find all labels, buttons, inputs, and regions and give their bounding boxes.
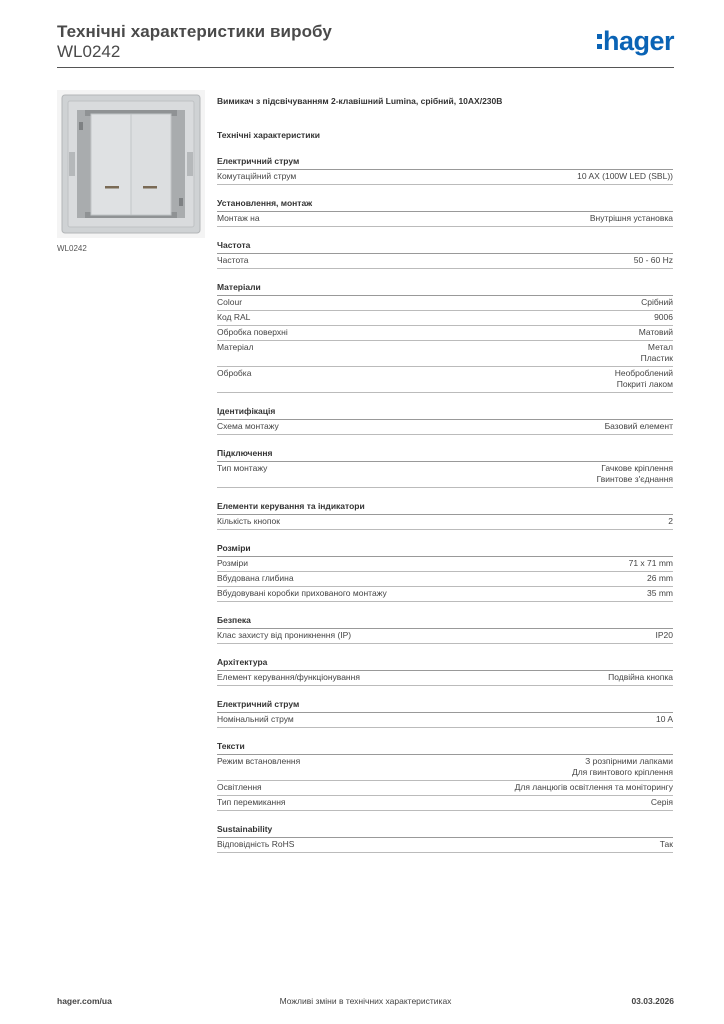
spec-value: Так bbox=[659, 839, 673, 849]
spec-value: 26 mm bbox=[647, 573, 673, 583]
spec-label: Обробка bbox=[217, 368, 252, 378]
section-title: Частота bbox=[217, 240, 673, 254]
section-title: Матеріали bbox=[217, 282, 673, 296]
spec-row bbox=[217, 838, 673, 853]
hager-logo bbox=[597, 26, 674, 57]
section-spacer bbox=[217, 530, 673, 543]
spec-value: Гачкове кріплення Гвинтове з'єднання bbox=[596, 463, 673, 484]
section-spacer bbox=[217, 269, 673, 282]
spec-value: 50 - 60 Hz bbox=[633, 255, 673, 265]
spec-value: Базовий елемент bbox=[604, 421, 673, 431]
spec-row bbox=[217, 572, 673, 587]
section-spacer bbox=[217, 602, 673, 615]
spec-value: Необроблений Покриті лаком bbox=[614, 368, 673, 389]
spec-section bbox=[217, 741, 673, 811]
spec-value: 2 bbox=[668, 516, 673, 526]
logo-colon-icon bbox=[597, 26, 602, 54]
spec-section bbox=[217, 406, 673, 435]
spec-heading: Технічні характеристики bbox=[217, 130, 320, 140]
spec-sections bbox=[217, 156, 673, 853]
spec-label: Код RAL bbox=[217, 312, 251, 322]
spec-row bbox=[217, 367, 673, 393]
spec-value: Подвійна кнопка bbox=[608, 672, 673, 682]
spec-value: 9006 bbox=[654, 312, 673, 322]
section-title: Електричний струм bbox=[217, 156, 673, 170]
spec-label: Монтаж на bbox=[217, 213, 260, 223]
spec-row bbox=[217, 781, 673, 796]
footer-disclaimer: Можливі зміни в технічних характеристиках bbox=[279, 996, 452, 1006]
section-spacer bbox=[217, 686, 673, 699]
product-code: WL0242 bbox=[57, 42, 121, 61]
spec-value: З розпірними лапками Для гвинтового кріплення bbox=[571, 756, 673, 777]
spec-section bbox=[217, 543, 673, 602]
product-name: Вимикач з підсвічуванням 2-клавішний Lumina, срібний, 10AX/230В bbox=[217, 96, 503, 106]
section-title: Установлення, монтаж bbox=[217, 198, 673, 212]
spec-value: Матовий bbox=[638, 327, 673, 337]
footer-date: 03.03.2026 bbox=[631, 996, 674, 1006]
spec-section bbox=[217, 699, 673, 728]
spec-label: Відповідність RoHS bbox=[217, 839, 295, 849]
spec-label: Кількість кнопок bbox=[217, 516, 280, 526]
section-spacer bbox=[217, 393, 673, 406]
spec-label: Тип перемикання bbox=[217, 797, 286, 807]
spec-section bbox=[217, 448, 673, 488]
section-spacer bbox=[217, 488, 673, 501]
spec-row bbox=[217, 796, 673, 811]
spec-section bbox=[217, 501, 673, 530]
spec-section bbox=[217, 824, 673, 853]
spec-value: Метал Пластик bbox=[640, 342, 673, 363]
spec-label: Клас захисту від проникнення (IP) bbox=[217, 630, 352, 640]
section-title: Електричний струм bbox=[217, 699, 673, 713]
spec-label: Елемент керування/функціонування bbox=[217, 672, 360, 682]
double-switch-icon bbox=[57, 90, 205, 238]
spec-value: IP20 bbox=[655, 630, 673, 640]
spec-label: Номінальний струм bbox=[217, 714, 294, 724]
image-caption: WL0242 bbox=[57, 244, 87, 253]
section-title: Безпека bbox=[217, 615, 673, 629]
product-image bbox=[57, 90, 205, 238]
spec-label: Освітлення bbox=[217, 782, 262, 792]
spec-row bbox=[217, 212, 673, 227]
section-title: Архітектура bbox=[217, 657, 673, 671]
spec-row bbox=[217, 515, 673, 530]
spec-row bbox=[217, 557, 673, 572]
spec-content bbox=[217, 96, 673, 853]
section-title: Підключення bbox=[217, 448, 673, 462]
spec-value: 71 x 71 mm bbox=[628, 558, 673, 568]
spec-row bbox=[217, 755, 673, 781]
section-title: Елементи керування та індикатори bbox=[217, 501, 673, 515]
spec-row bbox=[217, 713, 673, 728]
spec-row bbox=[217, 170, 673, 185]
spec-label: Комутаційний струм bbox=[217, 171, 297, 181]
spec-value: 10 A bbox=[655, 714, 673, 724]
spec-label: Розміри bbox=[217, 558, 249, 568]
section-spacer bbox=[217, 227, 673, 240]
spec-row bbox=[217, 587, 673, 602]
spec-value: Серія bbox=[650, 797, 673, 807]
section-title: Розміри bbox=[217, 543, 673, 557]
section-title: Тексти bbox=[217, 741, 673, 755]
spec-section bbox=[217, 657, 673, 686]
spec-value: Внутрішня установка bbox=[589, 213, 673, 223]
section-title: Sustainability bbox=[217, 824, 673, 838]
spec-section bbox=[217, 240, 673, 269]
spec-row bbox=[217, 671, 673, 686]
section-spacer bbox=[217, 435, 673, 448]
spec-section bbox=[217, 156, 673, 185]
page-title: Технічні характеристики виробу bbox=[57, 22, 332, 41]
section-title: Ідентифікація bbox=[217, 406, 673, 420]
page-header bbox=[57, 22, 674, 64]
spec-section bbox=[217, 198, 673, 227]
spec-value: 10 AX (100W LED (SBL)) bbox=[577, 171, 673, 181]
spec-value: 35 mm bbox=[647, 588, 673, 598]
section-spacer bbox=[217, 185, 673, 198]
logo-text: hager bbox=[602, 26, 674, 56]
spec-row bbox=[217, 462, 673, 488]
section-spacer bbox=[217, 728, 673, 741]
spec-label: Схема монтажу bbox=[217, 421, 279, 431]
spec-row bbox=[217, 341, 673, 367]
spec-row bbox=[217, 420, 673, 435]
spec-row bbox=[217, 629, 673, 644]
spec-section bbox=[217, 615, 673, 644]
spec-label: Матеріал bbox=[217, 342, 254, 352]
section-spacer bbox=[217, 644, 673, 657]
spec-value: Срібний bbox=[641, 297, 673, 307]
spec-label: Режим встановлення bbox=[217, 756, 301, 766]
footer-website-link[interactable]: hager.com/ua bbox=[57, 996, 112, 1006]
spec-row bbox=[217, 326, 673, 341]
spec-row bbox=[217, 311, 673, 326]
spec-row bbox=[217, 254, 673, 269]
spec-row bbox=[217, 296, 673, 311]
spec-label: Тип монтажу bbox=[217, 463, 268, 473]
spec-label: Обробка поверхні bbox=[217, 327, 288, 337]
spec-label: Вбудована глибина bbox=[217, 573, 294, 583]
spec-label: Вбудовувані коробки прихованого монтажу bbox=[217, 588, 387, 598]
spec-value: Для ланцюгів освітлення та моніторингу bbox=[514, 782, 673, 792]
spec-section bbox=[217, 282, 673, 393]
header-divider bbox=[57, 67, 674, 68]
section-spacer bbox=[217, 811, 673, 824]
spec-label: Colour bbox=[217, 297, 243, 307]
spec-label: Частота bbox=[217, 255, 249, 265]
